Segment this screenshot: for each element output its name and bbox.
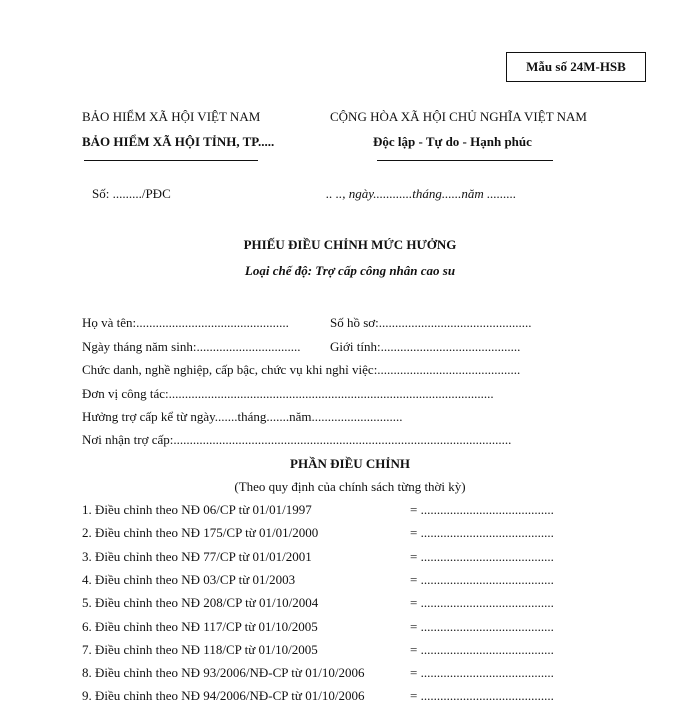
- motto-underline: [377, 160, 553, 161]
- adjustment-label: 1. Điều chỉnh theo NĐ 06/CP từ 01/01/1997: [82, 502, 312, 517]
- form-code-box: [506, 52, 646, 82]
- section-note: (Theo quy định của chính sách từng thời kỳ): [234, 479, 466, 494]
- adjustment-value: = .........................................: [410, 571, 554, 587]
- adjustment-value: = .........................................: [410, 525, 554, 541]
- agency-branch: BẢO HIỂM XÃ HỘI TỈNH, TP.....: [82, 134, 275, 149]
- adjustment-value: = .........................................: [410, 502, 554, 517]
- dob-field: Ngày tháng năm sinh:................................: [82, 339, 301, 354]
- motto: Độc lập - Tự do - Hạnh phúc: [373, 134, 532, 149]
- adjustment-value: = .........................................: [410, 595, 554, 611]
- adjustment-label: 7. Điều chỉnh theo NĐ 118/CP từ 01/10/2005: [82, 641, 318, 657]
- section-title: PHẦN ĐIỀU CHỈNH: [290, 456, 410, 471]
- adjustment-value: = .........................................: [410, 548, 554, 564]
- adjustment-label: 9. Điều chỉnh theo NĐ 94/2006/NĐ-CP từ 01/10/2006: [82, 688, 365, 704]
- date-line: .. .., ngày............tháng......năm .........: [326, 186, 517, 201]
- ref-number: Số: ........./PĐC: [92, 186, 171, 201]
- agency-underline: [84, 160, 258, 161]
- adjustment-label: 8. Điều chỉnh theo NĐ 93/2006/NĐ-CP từ 01/10/2006: [82, 665, 365, 681]
- receive-place-field: Nơi nhận trợ cấp:........................................................................................................: [82, 432, 512, 447]
- adjustment-value: = .........................................: [410, 618, 554, 634]
- adjustment-value: = .........................................: [410, 665, 554, 681]
- start-date-field: Hưởng trợ cấp kể từ ngày.......tháng.......năm............................: [82, 409, 403, 424]
- form-code: Mẫu số 24M-HSB: [526, 59, 626, 74]
- republic-name: CỘNG HÒA XÃ HỘI CHỦ NGHĨA VIỆT NAM: [330, 109, 587, 124]
- adjustment-label: 4. Điều chỉnh theo NĐ 03/CP từ 01/2003: [82, 571, 296, 587]
- name-field: Họ và tên:...............................................: [82, 315, 289, 330]
- adjustment-label: 6. Điều chỉnh theo NĐ 117/CP từ 01/10/2005: [82, 618, 318, 634]
- document-title: PHIẾU ĐIỀU CHỈNH MỨC HƯỞNG: [243, 237, 457, 252]
- adjustment-label: 2. Điều chỉnh theo NĐ 175/CP từ 01/01/2000: [82, 525, 319, 541]
- adjustment-label: 3. Điều chỉnh theo NĐ 77/CP từ 01/01/2001: [82, 548, 312, 564]
- adjustment-value: = .........................................: [410, 641, 554, 657]
- position-field: Chức danh, nghề nghiệp, cấp bậc, chức vụ khi nghỉ việc:............................................: [82, 362, 521, 377]
- gender-field: Giới tính:...........................................: [330, 339, 521, 354]
- adjustment-label: 5. Điều chỉnh theo NĐ 208/CP từ 01/10/2004: [82, 595, 319, 611]
- file-number-field: Số hồ sơ:...............................................: [330, 315, 532, 330]
- document-subtitle: Loại chế độ: Trợ cấp công nhân cao su: [244, 263, 456, 278]
- agency-name: BẢO HIỂM XÃ HỘI VIỆT NAM: [82, 109, 261, 124]
- workplace-field: Đơn vị công tác:....................................................................................................: [82, 386, 494, 401]
- adjustment-value: = .........................................: [410, 688, 554, 704]
